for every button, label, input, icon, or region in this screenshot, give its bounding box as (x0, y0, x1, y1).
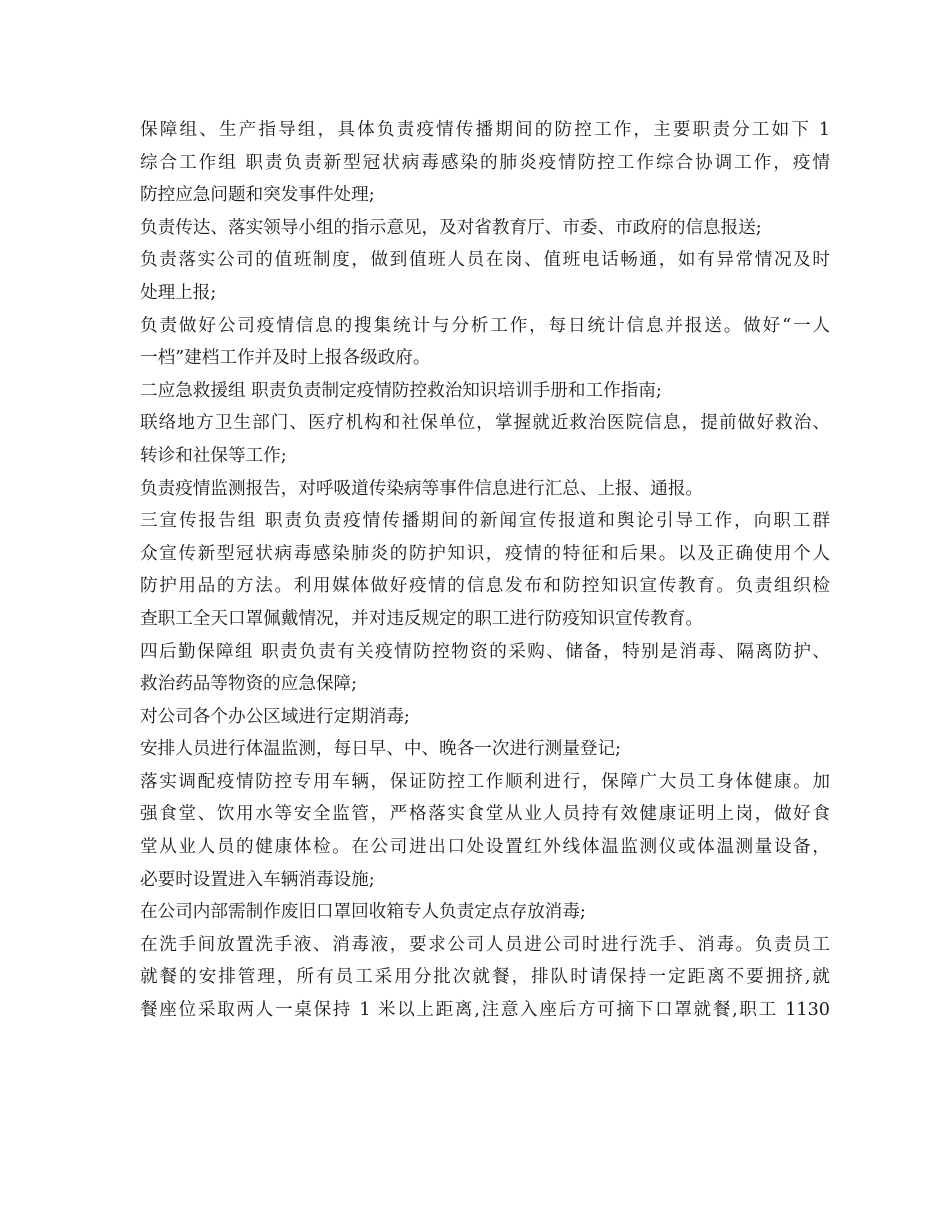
text-line: 处理上报; (140, 282, 217, 303)
text-line: 对公司各个办公区域进行定期消毒; (140, 706, 410, 727)
text-line: 防护用品的方法。利用媒体做好疫情的信息发布和防控知识宣传教育。负责组织检 (140, 576, 830, 597)
text-line: 防控应急问题和突发事件处理; (140, 185, 375, 206)
text-line: 负责传达、落实领导小组的指示意见，及对省教育厅、市委、市政府的信息报送; (140, 217, 762, 238)
text-line: 二应急救援组 职责负责制定疫情防控救治知识培训手册和工作指南; (140, 380, 662, 401)
text-line: 众宣传新型冠状病毒感染肺炎的防护知识，疫情的特征和后果。以及正确使用个人 (140, 543, 830, 564)
document-body (140, 114, 830, 1027)
text-line: 救治药品等物资的应急保障; (140, 674, 358, 695)
text-line: 查职工全天口罩佩戴情况，并对违反规定的职工进行防疫知识宣传教育。 (140, 608, 704, 629)
text-line: 一档”建档工作并及时上报各级政府。 (140, 348, 431, 369)
text-line: 强食堂、饮用水等安全监管，严格落实食堂从业人员持有效健康证明上岗，做好食 (140, 804, 830, 825)
text-line: 就餐的安排管理，所有员工采用分批次就餐，排队时请保持一定距离不要拥挤,就 (140, 967, 830, 988)
text-line: 在洗手间放置洗手液、消毒液，要求公司人员进公司时进行洗手、消毒。负责员工 (140, 934, 830, 955)
text-line: 四后勤保障组 职责负责有关疫情防控物资的采购、储备，特别是消毒、隔离防护、 (140, 641, 830, 662)
text-line: 转诊和社保等工作; (140, 445, 287, 466)
text-line: 联络地方卫生部门、医疗机构和社保单位，掌握就近救治医院信息，提前做好救治、 (140, 413, 830, 434)
text-line: 负责落实公司的值班制度，做到值班人员在岗、值班电话畅通，如有异常情况及时 (140, 250, 830, 271)
text-line: 餐座位采取两人一桌保持 1 米以上距离,注意入座后方可摘下口罩就餐,职工 1130 (140, 1000, 830, 1021)
text-line: 必要时设置进入车辆消毒设施; (140, 869, 375, 890)
text-line: 堂从业人员的健康体检。在公司进出口处设置红外线体温监测仪或体温测量设备， (140, 837, 830, 858)
text-line: 负责疫情监测报告，对呼吸道传染病等事件信息进行汇总、上报、通报。 (140, 478, 704, 499)
text-line: 三宣传报告组 职责负责疫情传播期间的新闻宣传报道和舆论引导工作，向职工群 (140, 511, 830, 532)
text-line: 负责做好公司疫情信息的搜集统计与分析工作，每日统计信息并报送。做好“一人 (140, 315, 830, 336)
text-line: 综合工作组 职责负责新型冠状病毒感染的肺炎疫情防控工作综合协调工作，疫情 (140, 152, 830, 173)
text-line: 落实调配疫情防控专用车辆，保证防控工作顺利进行，保障广大员工身体健康。加 (140, 771, 830, 792)
text-line: 保障组、生产指导组，具体负责疫情传播期间的防控工作，主要职责分工如下 1 (140, 120, 830, 140)
text-line: 安排人员进行体温监测，每日早、中、晚各一次进行测量登记; (140, 739, 621, 760)
text-line: 在公司内部需制作废旧口罩回收箱专人负责定点存放消毒; (140, 902, 586, 923)
